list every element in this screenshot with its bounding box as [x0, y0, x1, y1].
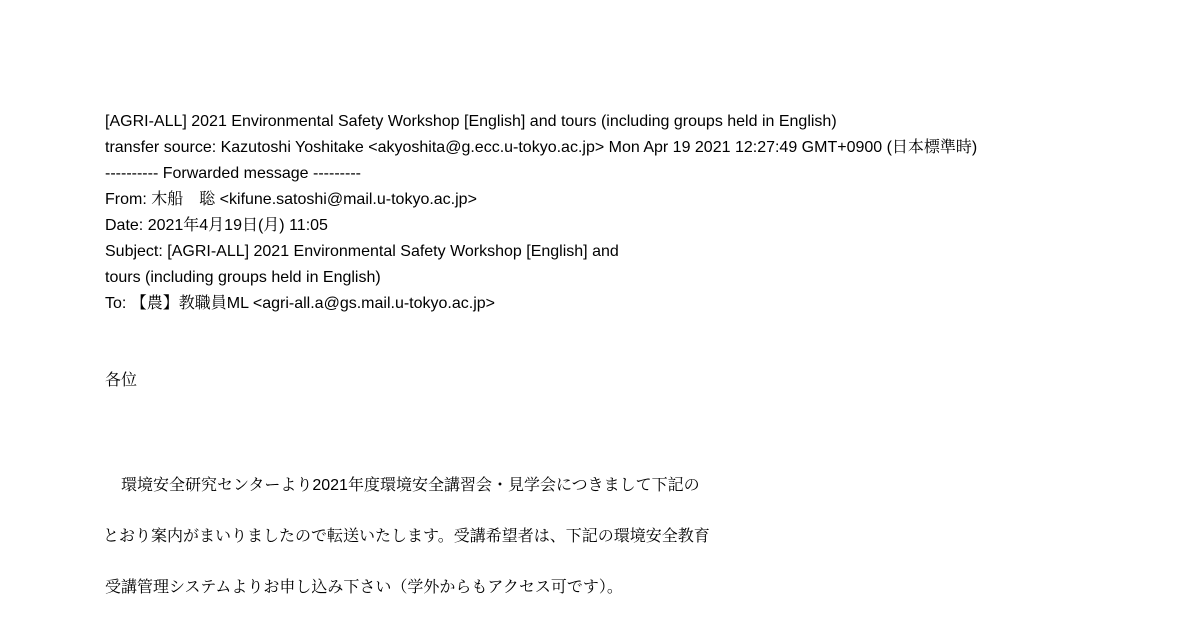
body-paragraph-line-2: とおり案内がまいりましたので転送いたします。受講希望者は、下記の環境安全教育 — [103, 528, 710, 545]
subject-line-1: Subject: [AGRI-ALL] 2021 Environmental Safety Workshop [English] and — [105, 243, 619, 260]
subject-line-2: tours (including groups held in English) — [105, 269, 381, 286]
from-line: From: 木船 聡 <kifune.satoshi@mail.u-tokyo.ac.jp> — [105, 191, 477, 208]
body-paragraph-line-1: 環境安全研究センターより2021年度環境安全講習会・見学会につきまして下記の — [105, 477, 700, 494]
to-line: To: 【農】教職員ML <agri-all.a@gs.mail.u-tokyo.ac.jp> — [105, 295, 495, 312]
salutation: 各位 — [105, 372, 138, 389]
email-subject-line: [AGRI-ALL] 2021 Environmental Safety Workshop [English] and tours (including groups held in English) — [105, 113, 837, 130]
forwarded-message-marker: ---------- Forwarded message --------- — [105, 165, 361, 182]
body-paragraph-line-3: 受講管理システムよりお申し込み下さい（学外からもアクセス可です）。 — [105, 579, 623, 596]
transfer-source-line: transfer source: Kazutoshi Yoshitake <akyoshita@g.ecc.u-tokyo.ac.jp> Mon Apr 19 2021 12:27:49 GMT+0900 (日本標準時) — [105, 139, 978, 156]
date-line: Date: 2021年4月19日(月) 11:05 — [105, 217, 328, 234]
